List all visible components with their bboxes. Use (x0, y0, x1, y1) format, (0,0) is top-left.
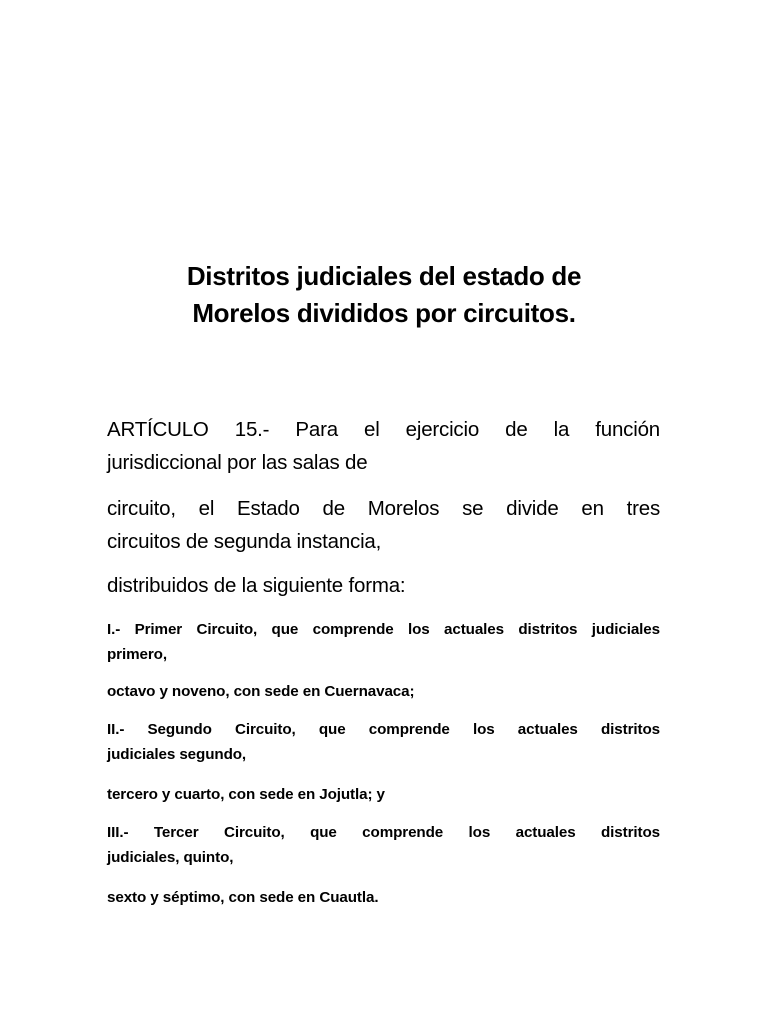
circuit-item-2 (107, 717, 660, 767)
article-paragraph-2 (107, 492, 660, 558)
article-paragraph-3-line-1: distribuidos de la siguiente forma: (107, 574, 406, 597)
circuit-item-2-line-1: II.- Segundo Circuito, que comprende los actuales distritos (107, 721, 660, 738)
article-paragraph-1-line-1: ARTÍCULO 15.- Para el ejercicio de la función (107, 418, 660, 441)
circuit-item-2-continuation (107, 782, 660, 807)
title-line-2: Morelos divididos por circuitos. (192, 298, 576, 328)
article-paragraph-3 (107, 569, 660, 602)
document-title (0, 258, 768, 332)
circuit-item-2-continuation-text: tercero y cuarto, con sede en Jojutla; y (107, 786, 385, 803)
title-line-1: Distritos judiciales del estado de (186, 261, 582, 291)
circuit-item-1 (107, 617, 660, 667)
circuit-item-3-continuation (107, 885, 660, 910)
circuit-item-1-line-1: I.- Primer Circuito, que comprende los actuales distritos judiciales (107, 621, 660, 638)
circuit-item-3 (107, 820, 660, 870)
circuit-item-1-continuation-text: octavo y noveno, con sede en Cuernavaca; (107, 683, 415, 700)
circuit-item-3-line-1: III.- Tercer Circuito, que comprende los actuales distritos (107, 824, 660, 841)
circuit-item-2-line-2: judiciales segundo, (107, 746, 247, 763)
circuit-item-1-line-2: primero, (107, 646, 167, 663)
article-paragraph-2-line-2: circuitos de segunda instancia, (107, 530, 382, 553)
article-paragraph-1 (107, 413, 660, 479)
article-paragraph-2-line-1: circuito, el Estado de Morelos se divide en tres (107, 497, 660, 520)
circuit-item-3-line-2: judiciales, quinto, (107, 849, 234, 866)
circuit-item-3-continuation-text: sexto y séptimo, con sede en Cuautla. (107, 889, 379, 906)
circuit-item-1-continuation (107, 679, 660, 704)
article-paragraph-1-line-2: jurisdiccional por las salas de (107, 451, 368, 474)
